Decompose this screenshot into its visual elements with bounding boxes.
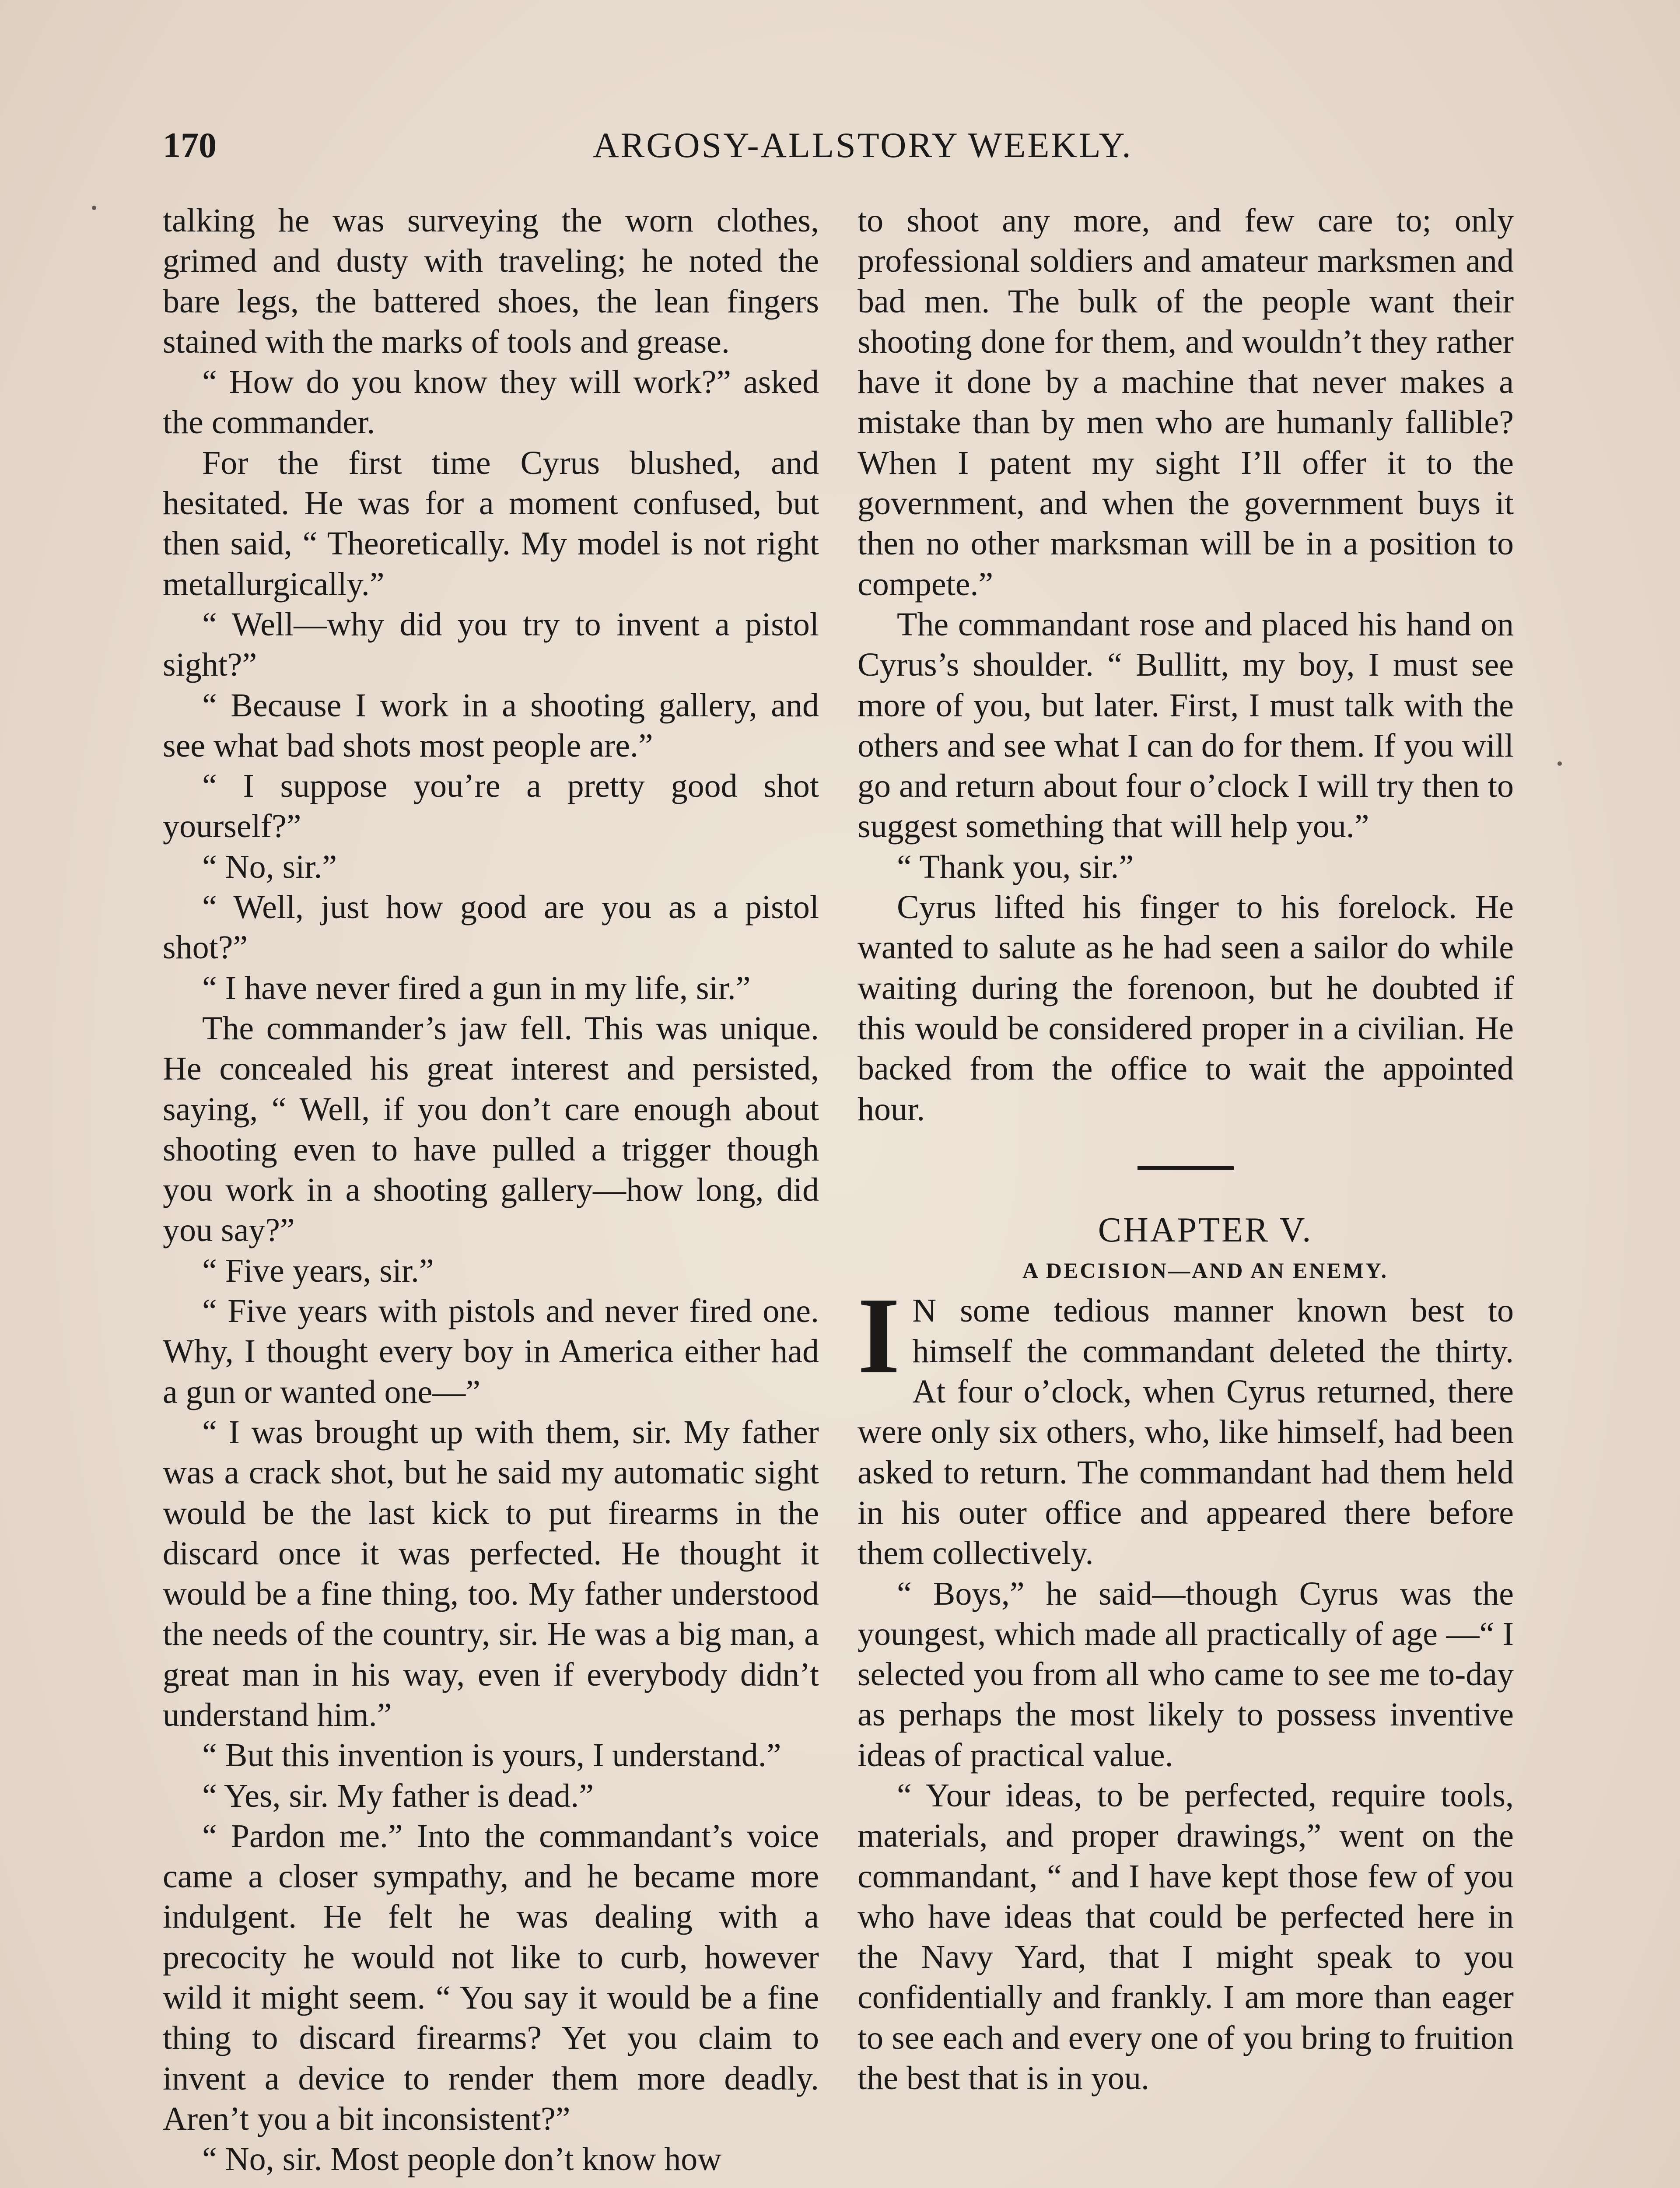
page-number: 170	[163, 125, 217, 165]
paragraph: Cyrus lifted his finger to his forelock. He wanted to salute as he had seen a sailor do while waiting during the forenoon, but he doubted if this would be considered proper in a civilian. He backed from the office to wait the appointed hour.	[858, 889, 1514, 1128]
chapter-title: CHAPTER V.	[1098, 1210, 1313, 1249]
paragraph: “ Five years with pistols and never fired one. Why, I thought every boy in America either had a gun or wanted one—”	[163, 1293, 819, 1410]
paragraph: to shoot any more, and few care to; only professional soldiers and amateur marksmen and bad men. The bulk of the people want their shooting done for them, and wouldn’t they rather have it done by a machine that never makes a mistake than by men who are humanly fallible? When I patent my sight I’ll offer it to the government, and when the government buys it then no other marksman will be in a position to compete.”	[858, 202, 1514, 603]
paragraph: “ I was brought up with them, sir. My father was a crack shot, but he said my automatic sight would be the last kick to put firearms in the discard once it was perfected. He thought it would be a fine thing, too. My father understood the needs of the country, sir. He was a big man, a great man in his way, even if everybody didn’t understand him.”	[163, 1413, 819, 1733]
paragraph: For the first time Cyrus blushed, and hesitated. He was for a moment confused, but then said, “ Theoretically. My model is not right metallurgically.”	[163, 444, 819, 603]
paragraph: “ I have never fired a gun in my life, sir.”	[202, 969, 751, 1006]
right-column	[858, 200, 1514, 2098]
paragraph: “ No, sir. Most people don’t know how	[202, 2141, 722, 2178]
paragraph: “ Because I work in a shooting gallery, and see what bad shots most people are.”	[163, 687, 819, 764]
paragraph: The commander’s jaw fell. This was unique. He concealed his great interest and persisted, saying, “ Well, if you don’t care enough about shooting even to have pulled a trigger though you work in a shooting gallery—how long, did you say?”	[163, 1010, 819, 1249]
paragraph: “ How do you know they will work?” asked the commander.	[163, 364, 819, 441]
print-speck	[1558, 761, 1562, 766]
chapter-subtitle: A DECISION—AND AN ENEMY.	[1022, 1258, 1388, 1283]
print-speck	[92, 206, 96, 210]
page-header	[163, 125, 1563, 177]
paragraph: “ Well—why did you try to invent a pistol sight?”	[163, 606, 819, 684]
paragraph: “ Well, just how good are you as a pistol shot?”	[163, 889, 819, 966]
paragraph: “ Yes, sir. My father is dead.”	[202, 1777, 594, 1814]
section-divider	[1138, 1166, 1234, 1170]
paragraph: “ Pardon me.” Into the commandant’s voice came a closer sympathy, and he became more indulgent. He felt he was dealing with a precocity he would not like to curb, however wild it might seem. “ You say it would be a fine thing to discard firearms? Yet you claim to invent a device to render them more deadly. Aren’t you a bit inconsistent?”	[163, 1817, 819, 2137]
chapter-opening-paragraph	[858, 1275, 1514, 1573]
paragraph: “ Thank you, sir.”	[897, 848, 1134, 885]
paragraph: “ But this invention is yours, I understand.”	[202, 1737, 781, 1774]
running-head: ARGOSY-ALLSTORY WEEKLY.	[593, 125, 1133, 165]
paragraph: talking he was surveying the worn clothes, grimed and dusty with traveling; he noted the bare legs, the battered shoes, the lean fingers stained with the marks of tools and grease.	[163, 202, 819, 360]
paragraph: The commandant rose and placed his hand on Cyrus’s shoulder. “ Bullitt, my boy, I must see more of you, but later. First, I must talk with the others and see what I can do for them. If you will go and return about four o’clock I will try then to suggest something that will help you.”	[858, 606, 1514, 845]
opening-text: N some tedious manner known best to himself the commandant deleted the thirty. At four o’clock, when Cyrus returned, there were only six others, who, like himself, had been asked to return. The commandant had them held in his outer office and appeared there before them collectively.	[858, 1292, 1514, 1572]
paragraph: “ Your ideas, to be perfected, require tools, materials, and proper drawings,” went on the commandant, “ and I have kept those few of you who have ideas that could be perfected here in the Navy Yard, that I might speak to you confidentially and frankly. I am more than eager to see each and every one of you bring to fruition the best that is in you.	[858, 1777, 1514, 2097]
left-column	[163, 200, 819, 2180]
paragraph: “ No, sir.”	[202, 848, 337, 885]
paragraph: “ I suppose you’re a pretty good shot yourself?”	[163, 768, 819, 845]
paragraph: “ Boys,” he said—though Cyrus was the youngest, which made all practically of age —“ I selected you from all who came to see me to-day as perhaps the most likely to possess inventive ideas of practical value.	[858, 1575, 1514, 1774]
drop-cap: I	[858, 1275, 900, 1397]
paragraph: “ Five years, sir.”	[202, 1252, 434, 1289]
